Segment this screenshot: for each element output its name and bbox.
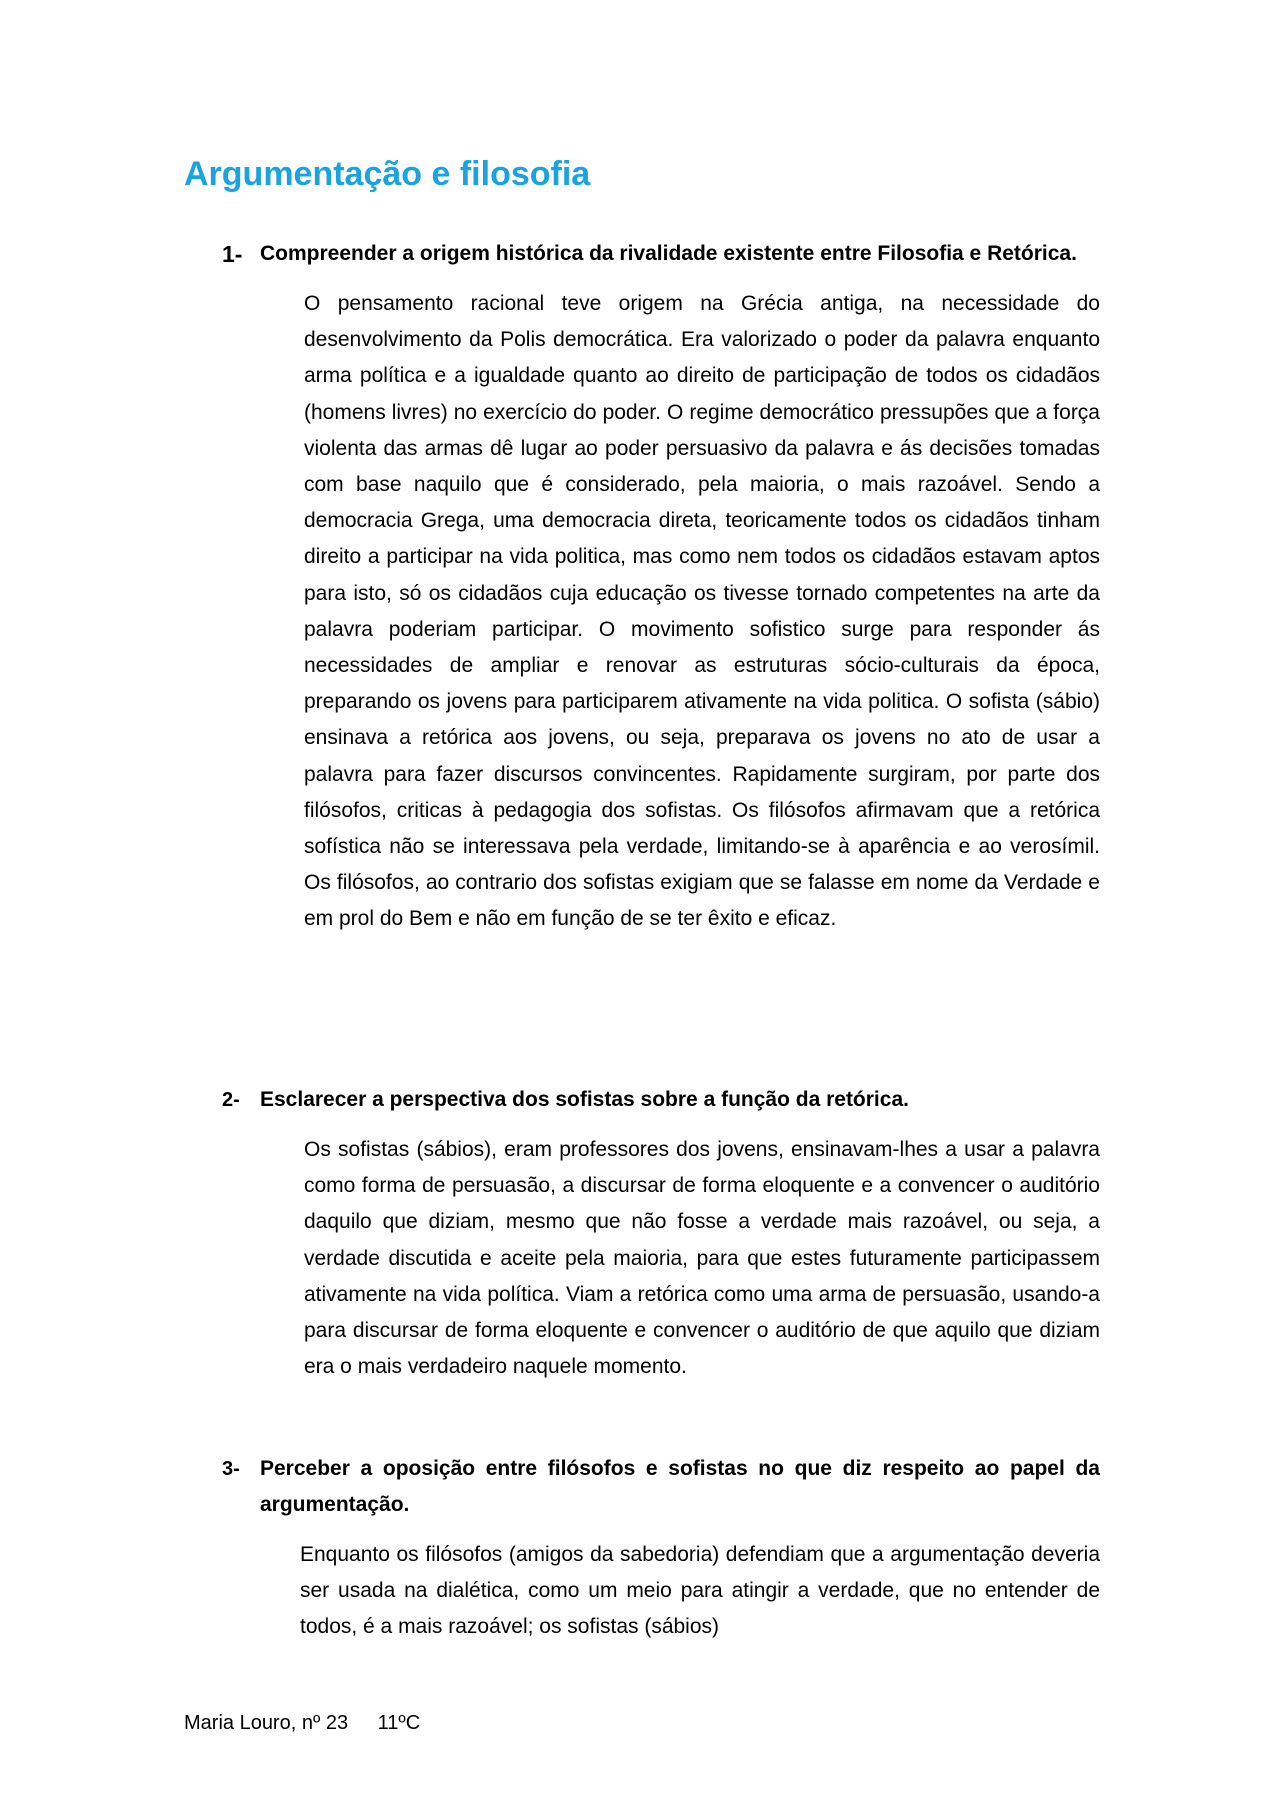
section-question: Esclarecer a perspectiva dos sofistas sobre a função da retórica.: [260, 1088, 909, 1111]
section-answer: O pensamento racional teve origem na Grécia antiga, na necessidade do desenvolvimento da Polis democrática. Era valorizado o poder da palavra enquanto arma política e a igualdade quanto ao direito de participação de todos os cidadãos (homens livres) no exercício do poder. O regime democrático pressupões que a força violenta das armas dê lugar ao poder persuasivo da palavra e ás decisões tomadas com base naquilo que é considerado, pela maioria, o mais razoável. Sendo a democracia Grega, uma democracia direta, teoricamente todos os cidadãos tinham direito a participar na vida politica, mas como nem todos os cidadãos estavam aptos para isto, só os cidadãos cuja educação os tivesse tornado competentes na arte da palavra poderiam participar. O movimento sofistico surge para responder ás necessidades de ampliar e renovar as estruturas sócio-culturais da época, preparando os jovens para participarem ativamente na vida politica. O sofista (sábio) ensinava a retórica aos jovens, ou seja, preparava os jovens no ato de usar a palavra para fazer discursos convincentes. Rapidamente surgiram, por parte dos filósofos, criticas à pedagogia dos sofistas. Os filósofos afirmavam que a retórica sofística não se interessava pela verdade, limitando-se à aparência e ao verosímil. Os filósofos, ao contrario dos sofistas exigiam que se falasse em nome da Verdade e em prol do Bem e não em função de se ter êxito e eficaz.: [304, 292, 1100, 931]
section-3: [222, 1451, 1100, 1646]
section-answer: Os sofistas (sábios), eram professores dos jovens, ensinavam-lhes a usar a palavra como forma de persuasão, a discursar de forma eloquente e a convencer o auditório daquilo que diziam, mesmo que não fosse a verdade mais razoável, ou seja, a verdade discutida e aceite pela maioria, para que estes futuramente participassem ativamente na vida política. Viam a retórica como uma arma de persuasão, usando-a para discursar de forma eloquente e convencer o auditório de que aquilo que diziam era o mais verdadeiro naquele momento.: [304, 1138, 1100, 1379]
section-number: 1-: [222, 241, 243, 267]
page-title: Argumentação e filosofia: [184, 155, 591, 193]
section-question: Perceber a oposição entre filósofos e sofistas no que diz respeito ao papel da argumentação.: [260, 1457, 1100, 1516]
page-footer: [184, 1708, 420, 1738]
section-1: [222, 236, 1100, 938]
footer-class: 11ºC: [377, 1712, 421, 1734]
section-number: 3-: [222, 1458, 240, 1480]
footer-author: Maria Louro, nº 23: [184, 1712, 349, 1734]
section-answer: Enquanto os filósofos (amigos da sabedoria) defendiam que a argumentação deveria ser usada na dialética, como um meio para atingir a verdade, que no entender de todos, é a mais razoável; os sofistas (sábios): [300, 1543, 1100, 1639]
section-number: 2-: [222, 1089, 240, 1111]
section-2: [222, 1082, 1100, 1385]
section-question: Compreender a origem histórica da rivalidade existente entre Filosofia e Retórica.: [260, 242, 1077, 265]
